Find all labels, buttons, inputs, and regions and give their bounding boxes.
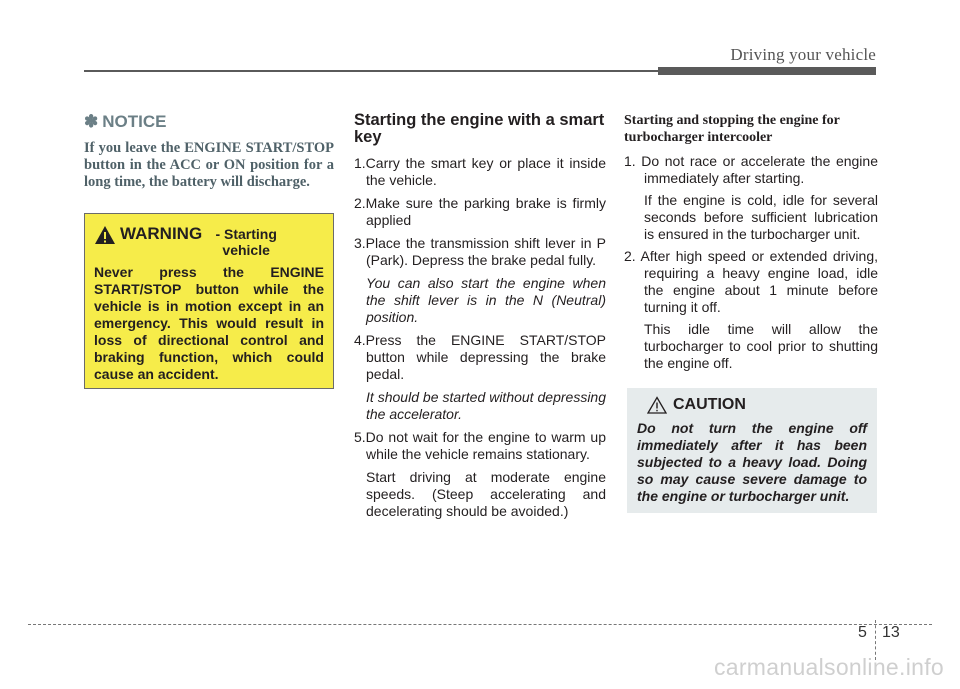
section-title-turbo: Starting and stopping the engine for turbocharger intercooler <box>624 113 840 145</box>
step-1: 1.Carry the smart key or place it inside the vehicle. <box>354 155 606 188</box>
page-number: 13 <box>882 624 900 641</box>
notice-heading <box>84 112 334 132</box>
warning-heading <box>94 224 324 258</box>
warning-triangle-icon <box>94 225 116 245</box>
caution-triangle-icon <box>647 396 667 414</box>
turbo-step-2-continued: This idle time will allow the turbocharger to cool prior to shutting the engine off. <box>644 321 878 371</box>
step-4: 4.Press the ENGINE START/STOP button while depressing the brake pedal. <box>354 332 606 382</box>
caution-word: CAUTION <box>673 396 746 413</box>
caution-body: Do not turn the engine off immediately after it has been subjected to a heavy load. Doing so may cause severe damage to the engine or turbocharger unit. <box>637 420 867 504</box>
turbo-step-1: 1. Do not race or accelerate the engine immediately after starting. <box>624 153 878 186</box>
step-3-note: You can also start the engine when the shift lever is in the N (Neutral) position. <box>366 275 606 325</box>
warning-box <box>84 213 334 389</box>
step-2: 2.Make sure the parking brake is firmly applied <box>354 195 606 228</box>
step-3: 3.Place the transmission shift lever in P (Park). Depress the brake pedal fully. <box>354 235 606 268</box>
running-header: Driving your vehicle <box>730 45 876 64</box>
step-4-note: It should be started without depressing the accelerator. <box>366 389 606 422</box>
warning-word: WARNING <box>120 224 203 243</box>
section-title-smart-key: Starting the engine with a smart key <box>354 111 605 146</box>
notice-star-icon: ✽ <box>84 112 99 131</box>
warning-subtitle: - Starting vehicle <box>215 226 277 258</box>
caution-heading <box>647 396 867 414</box>
notice-body: If you leave the ENGINE START/STOP button in the ACC or ON position for a long time, the battery will discharge. <box>84 140 334 190</box>
left-column <box>84 112 334 191</box>
right-column <box>624 112 878 377</box>
middle-column <box>354 112 606 526</box>
footer-rule <box>28 624 932 625</box>
watermark: carmanualsonline.info <box>713 654 944 680</box>
caution-box <box>627 388 877 513</box>
notice-title: NOTICE <box>102 112 167 131</box>
step-5-continued: Start driving at moderate engine speeds. (Steep accelerating and decelerating should be avoided.) <box>366 469 606 519</box>
turbo-step-2: 2. After high speed or extended driving, requiring a heavy engine load, idle the engine about 1 minute before turning it off. <box>624 248 878 315</box>
chapter-number: 5 <box>858 624 867 641</box>
header-rule-accent <box>658 67 876 75</box>
warning-body: Never press the ENGINE START/STOP button while the vehicle is in motion except in an emergency. This would result in loss of directional control and braking function, which could cause an accident. <box>94 264 324 382</box>
turbo-step-1-continued: If the engine is cold, idle for several seconds before sufficient lubrication is ensured in the turbocharger unit. <box>644 192 878 242</box>
step-5: 5.Do not wait for the engine to warm up while the vehicle remains stationary. <box>354 429 606 462</box>
